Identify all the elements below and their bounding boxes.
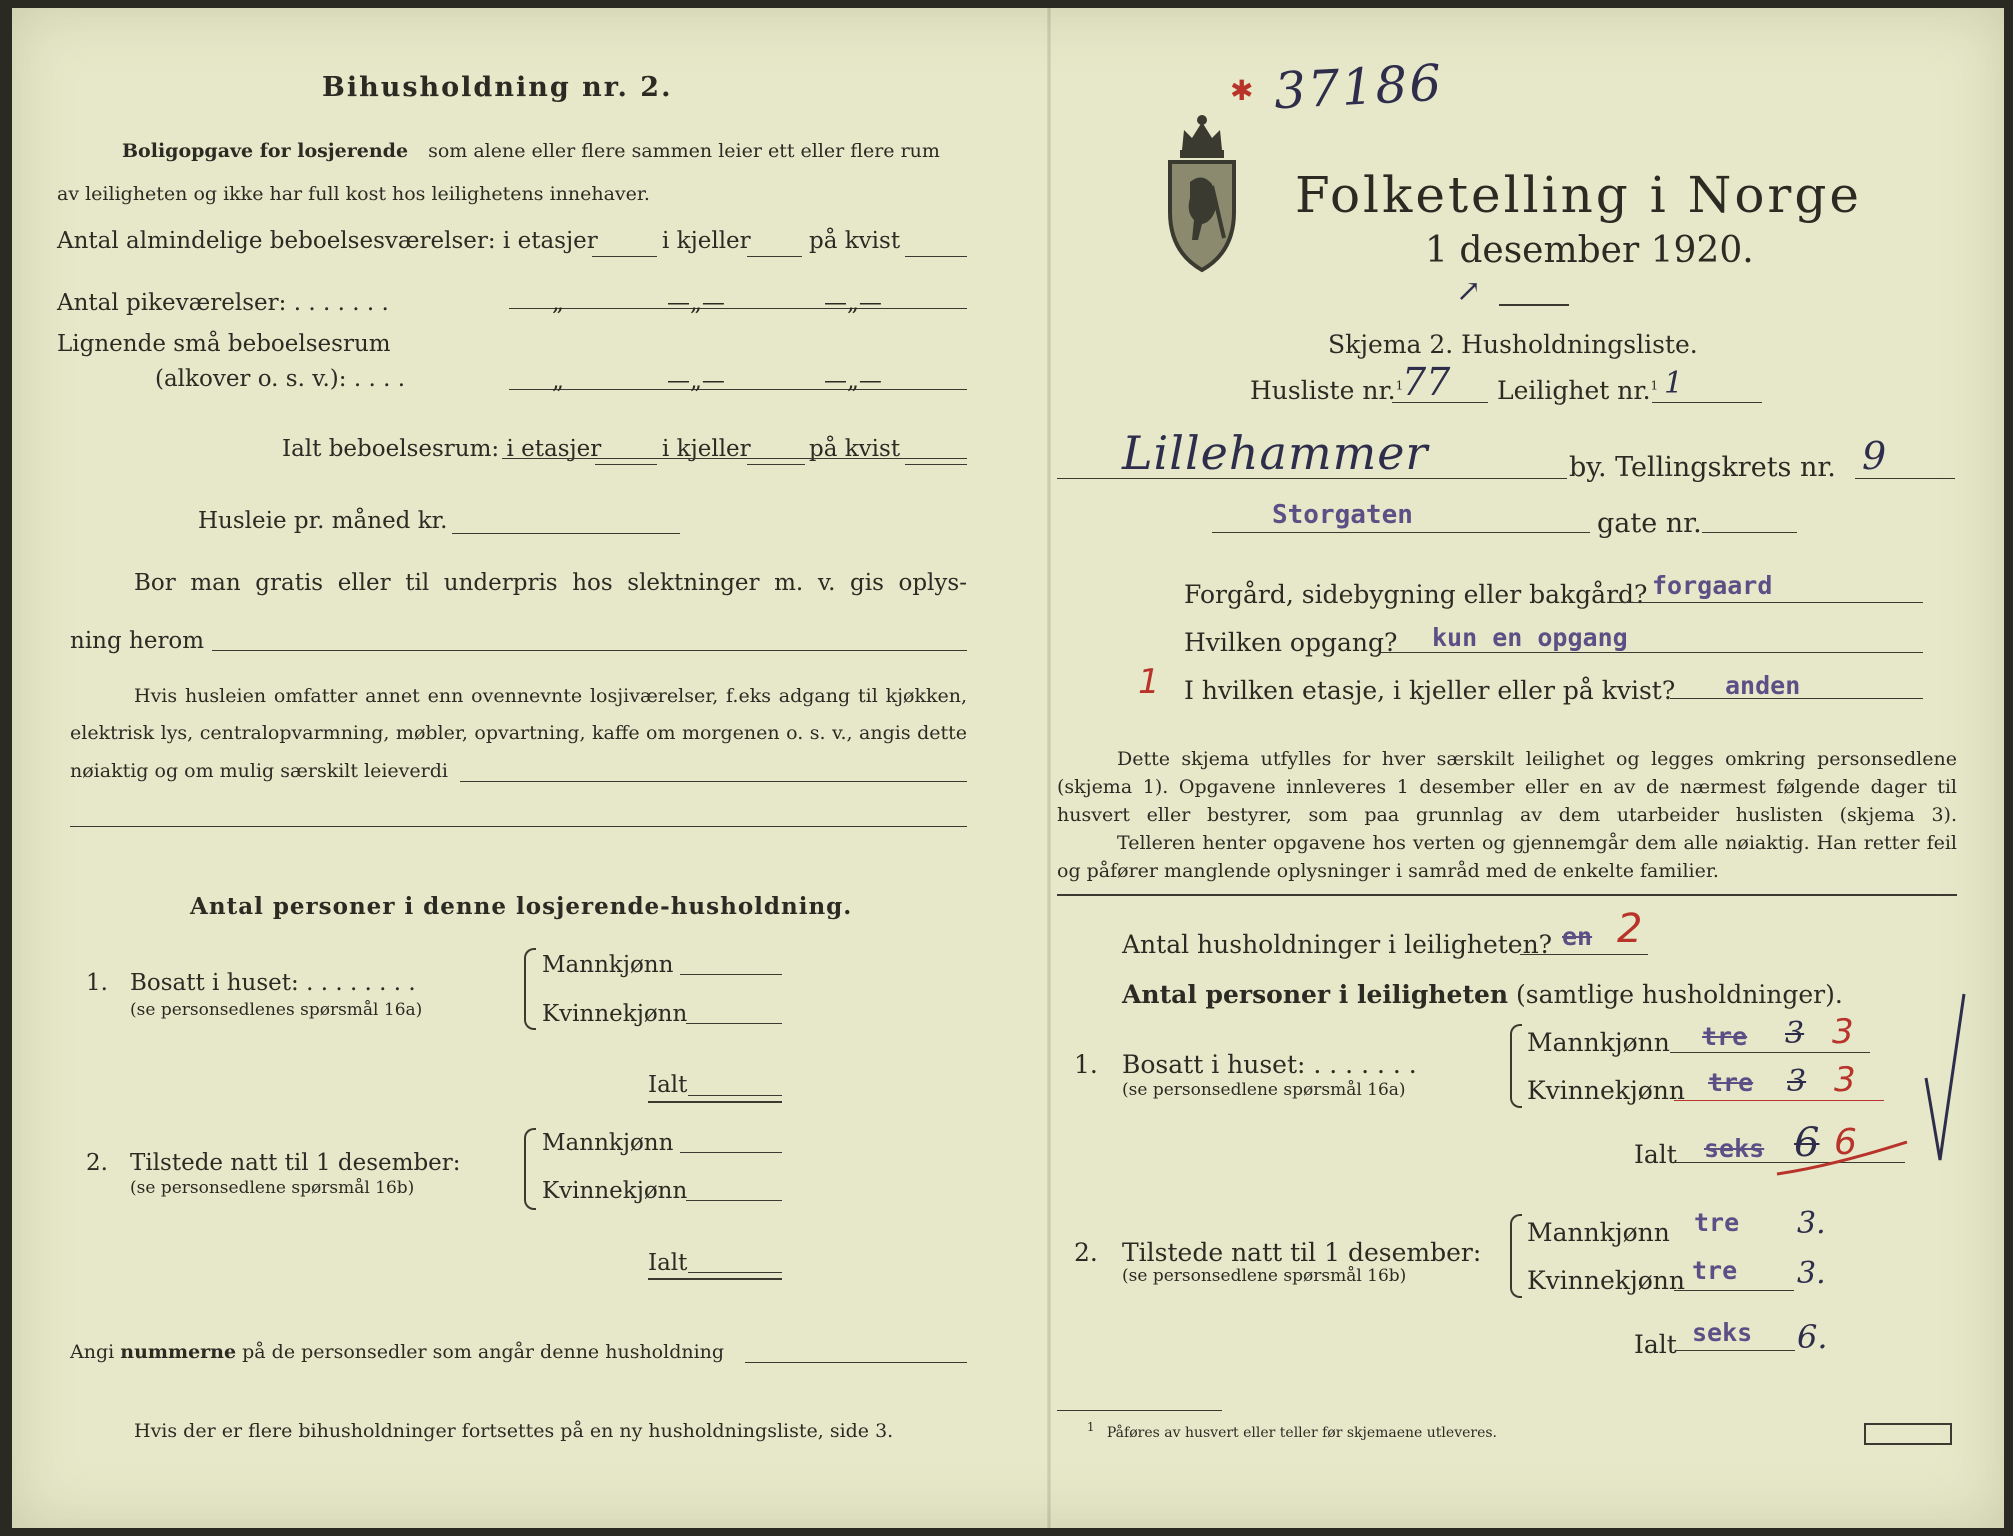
right-q1-kvinne-label: Kvinnekjønn: [1527, 1076, 1685, 1105]
left-q2-sub: (se personsedlene spørsmål 16b): [130, 1178, 415, 1198]
krets-value: 9: [1862, 434, 1887, 478]
ditto-mark-2: „: [552, 368, 564, 394]
city-value: Lillehammer: [1122, 426, 1429, 480]
right-q2-ialt-hand: 6.: [1797, 1318, 1828, 1356]
coat-of-arms-icon: [1162, 112, 1242, 274]
alcove-label-a: Lignende små beboelsesrum: [57, 331, 391, 357]
rooms-kjeller-field[interactable]: [747, 256, 802, 257]
footnote-rule: [1057, 1410, 1222, 1411]
rooms-kvist-label: på kvist: [809, 228, 901, 254]
left-q1-kvinne-field[interactable]: [686, 1023, 782, 1024]
rent-value-field-2[interactable]: [70, 826, 967, 827]
left-q1-sub: (se personsedlenes spørsmål 16a): [130, 1000, 423, 1020]
right-q2-kvinne-field[interactable]: [1674, 1290, 1794, 1291]
right-q1-ialt-typed: seks: [1704, 1134, 1765, 1163]
archive-number: 37186: [1272, 53, 1445, 121]
etasje-field[interactable]: [1670, 698, 1923, 699]
angi-line: [70, 1341, 724, 1363]
rent-note-line-2: elektrisk lys, centralopvarmning, møbler, opvartning, kaffe om morgenen o. s. v., angis dette: [70, 722, 967, 744]
households-typed-value: en: [1562, 922, 1593, 951]
right-persons-heading-bold: Antal personer i leiligheten: [1122, 980, 1509, 1009]
right-q1-ialt-red: 6: [1834, 1122, 1857, 1163]
husliste-field[interactable]: [1392, 402, 1488, 403]
instruction-paragraph-2: Telleren henter opgavene hos verten og gjennemgår dem alle nøiaktig. Han retter feil og påfører manglende oplysninger i samråd med de enkelte familier.: [1057, 832, 1957, 882]
total-rooms-kjeller-label: i kjeller: [662, 436, 751, 462]
right-q1-kvinne-hand: 3: [1787, 1064, 1807, 1099]
gate-value: Storgaten: [1272, 500, 1413, 530]
opgang-field[interactable]: [1380, 652, 1923, 653]
households-label: Antal husholdninger i leiligheten?: [1122, 930, 1553, 959]
footnote-text: Påføres av husvert eller teller før skjemaene utleveres.: [1106, 1424, 1498, 1441]
left-q2-label: Tilstede natt til 1 desember:: [130, 1150, 461, 1176]
left-q1-kvinne-label: Kvinnekjønn: [542, 1001, 688, 1027]
total-rooms-kvist-field[interactable]: [905, 464, 967, 465]
left-q2-bracket: [524, 1128, 536, 1210]
right-q2-mann-label: Mannkjønn: [1527, 1218, 1670, 1247]
husliste-label: Husliste nr.$^1$: [1250, 376, 1404, 405]
left-persons-heading: Antal personer i denne losjerende-husholdning.: [190, 893, 853, 920]
right-q2-number: 2.: [1074, 1238, 1098, 1267]
city-field[interactable]: [1057, 478, 1567, 479]
right-q1-mann-field[interactable]: [1670, 1052, 1870, 1053]
rooms-etasjer-field[interactable]: [592, 256, 657, 257]
right-q2-mann-hand: 3.: [1797, 1206, 1826, 1241]
left-q1-ialt-label: Ialt: [648, 1072, 688, 1098]
gate-field[interactable]: [1212, 532, 1590, 533]
intro-line-1: [122, 140, 940, 162]
right-q2-sub: (se personsedlene spørsmål 16b): [1122, 1266, 1407, 1286]
check-mark-icon: [1912, 988, 1972, 1168]
rent-note-line-3: nøiaktig og om mulig særskilt leieverdi: [70, 760, 448, 782]
left-q2-ialt-label: Ialt: [648, 1250, 688, 1276]
instruction-paragraph-1: Dette skjema utfylles for hver særskilt leilighet og legges omkring personsedlene (skjema 1). Opgavene innleveres 1 desember eller en av de nærmest følgende dager til husvert eller bestyrer, som paa grunnlag av dem utarbeider huslisten (skjema 3).: [1057, 748, 1957, 826]
red-pencil-stroke: [1772, 1136, 1912, 1186]
total-rooms-kjeller-field[interactable]: [747, 464, 805, 465]
free-housing-question: Bor man gratis eller til underpris hos slektninger m. v. gis oplys-: [134, 570, 967, 596]
right-q1-ialt-hand: 6: [1794, 1120, 1820, 1166]
right-q1-bracket: [1510, 1024, 1522, 1108]
opgang-value: kun en opgang: [1432, 623, 1628, 652]
left-q2-ialt-underline: [648, 1278, 782, 1280]
right-q1-number: 1.: [1074, 1050, 1098, 1079]
ditto-mark-2-kjeller: —„—: [667, 368, 725, 394]
right-q1-sub: (se personsedlene spørsmål 16a): [1122, 1080, 1406, 1100]
left-footer: Hvis der er flere bihusholdninger fortsettes på en ny husholdningsliste, side 3.: [134, 1420, 894, 1442]
rooms-label: Antal almindelige beboelsesværelser: i etasjer: [57, 228, 598, 254]
leilighet-field[interactable]: [1652, 402, 1762, 403]
right-persons-heading: [1122, 980, 1843, 1009]
left-q2-number: 2.: [86, 1150, 108, 1176]
households-red-value: 2: [1617, 906, 1643, 952]
angi-field[interactable]: [745, 1362, 967, 1363]
angi-a: Angi: [70, 1341, 115, 1363]
angi-b: på de personsedler som angår denne husholdning: [242, 1341, 725, 1363]
etasje-red-mark: 1: [1138, 662, 1160, 702]
by-krets-label: by. Tellingskrets nr.: [1569, 452, 1836, 483]
etasje-label: I hvilken etasje, i kjeller eller på kvist?: [1184, 676, 1676, 705]
date-check-mark: ↗: [1456, 274, 1482, 309]
form-schema: Skjema 2. Husholdningsliste.: [1328, 330, 1698, 359]
free-housing-label: ning herom: [70, 628, 205, 654]
intro-bold: Boligopgave for losjerende: [122, 140, 409, 162]
husliste-value: 77: [1402, 360, 1451, 404]
instructions-divider: [1057, 894, 1957, 896]
right-q2-ialt-label: Ialt: [1634, 1330, 1677, 1359]
right-q2-mann-typed: tre: [1694, 1208, 1740, 1237]
left-q1-ialt-field[interactable]: [688, 1095, 782, 1096]
ditto-mark: „: [552, 290, 564, 316]
right-q1-kvinne-field[interactable]: [1674, 1100, 1884, 1101]
alcove-field[interactable]: [509, 389, 967, 390]
opgang-label: Hvilken opgang?: [1184, 628, 1398, 657]
right-q2-ialt-typed: seks: [1692, 1318, 1753, 1347]
maids-rooms-field[interactable]: [509, 308, 967, 309]
red-mark: ✱: [1230, 74, 1254, 107]
total-rooms-label: Ialt beboelsesrum: i etasjer: [282, 436, 602, 462]
right-q1-mann-label: Mannkjønn: [1527, 1028, 1670, 1057]
intro-rest: som alene eller flere sammen leier ett eller flere rum: [428, 140, 940, 162]
rent-label: Husleie pr. måned kr.: [198, 508, 448, 534]
rent-field[interactable]: [452, 533, 680, 534]
right-q1-mann-hand: 3: [1785, 1016, 1805, 1051]
footnote-mark: 1: [1087, 1420, 1095, 1434]
footnote: [1087, 1420, 1497, 1441]
right-q1-mann-typed: tre: [1702, 1022, 1748, 1051]
leilighet-label: Leilighet nr.$^1$: [1497, 376, 1659, 405]
left-q2-kvinne-label: Kvinnekjønn: [542, 1178, 688, 1204]
total-rooms-underline: [502, 458, 967, 459]
total-rooms-etasjer-field[interactable]: [595, 464, 657, 465]
ditto-mark-kjeller: —„—: [667, 290, 725, 316]
right-q1-label: Bosatt i huset: . . . . . . .: [1122, 1050, 1417, 1079]
gate-nr-field[interactable]: [1702, 532, 1797, 533]
angi-bold: nummerne: [120, 1341, 237, 1363]
right-q1-kvinne-typed: tre: [1708, 1068, 1754, 1097]
total-rooms-kvist-label: på kvist: [809, 436, 901, 462]
etasje-value: anden: [1725, 671, 1801, 700]
forgard-label: Forgård, sidebygning eller bakgård?: [1184, 580, 1648, 609]
rent-value-field[interactable]: [460, 781, 967, 782]
left-q1-label: Bosatt i huset: . . . . . . . .: [130, 970, 416, 996]
page-fold: [1047, 8, 1051, 1528]
right-q1-kvinne-red: 3: [1834, 1060, 1856, 1100]
left-q2-mann-field[interactable]: [680, 1152, 782, 1153]
right-q2-label: Tilstede natt til 1 desember:: [1122, 1238, 1482, 1267]
rooms-kjeller-label: i kjeller: [662, 228, 751, 254]
right-q1-ialt-label: Ialt: [1634, 1140, 1677, 1169]
forgard-value: forgaard: [1652, 571, 1773, 600]
form-title: Folketelling i Norge: [1295, 166, 1862, 224]
left-q2-mann-label: Mannkjønn: [542, 1130, 674, 1156]
left-q1-mann-field[interactable]: [680, 974, 782, 975]
left-q1-number: 1.: [86, 970, 108, 996]
census-form-sheet: [12, 8, 2004, 1528]
right-q2-kvinne-typed: tre: [1692, 1256, 1738, 1285]
ditto-mark-kvist: —„—: [824, 290, 882, 316]
households-field[interactable]: [1520, 954, 1648, 955]
right-q2-kvinne-hand: 3.: [1797, 1256, 1826, 1291]
date-dash: [1499, 304, 1569, 306]
right-q1-mann-red: 3: [1832, 1012, 1854, 1052]
alcove-label-b: (alkover o. s. v.): . . . .: [155, 366, 406, 392]
printer-stamp: [1864, 1423, 1952, 1445]
left-q1-mann-label: Mannkjønn: [542, 952, 674, 978]
ditto-mark-2-kvist: —„—: [824, 368, 882, 394]
maids-rooms-label: Antal pikeværelser: . . . . . . .: [57, 290, 389, 316]
free-housing-field[interactable]: [212, 650, 967, 651]
left-page-title: Bihusholdning nr. 2.: [322, 72, 673, 103]
left-q2-kvinne-field[interactable]: [686, 1200, 782, 1201]
rent-note-line-1: Hvis husleien omfatter annet enn ovennevnte losjiværelser, f.eks adgang til kjøkken,: [134, 685, 967, 707]
left-q1-bracket: [524, 948, 536, 1030]
left-q2-ialt-field[interactable]: [688, 1272, 782, 1273]
gate-nr-label: gate nr.: [1597, 508, 1702, 539]
krets-field[interactable]: [1855, 478, 1955, 479]
leilighet-value: 1: [1664, 366, 1684, 401]
rooms-kvist-field[interactable]: [905, 256, 967, 257]
forgard-field[interactable]: [1613, 602, 1923, 603]
right-persons-heading-rest: (samtlige husholdninger).: [1516, 980, 1843, 1009]
form-date: 1 desember 1920.: [1425, 230, 1754, 271]
intro-line-2: av leiligheten og ikke har full kost hos leilighetens innehaver.: [57, 183, 650, 205]
right-q2-ialt-field[interactable]: [1675, 1350, 1795, 1351]
right-q2-bracket: [1510, 1214, 1522, 1298]
right-q2-kvinne-label: Kvinnekjønn: [1527, 1266, 1685, 1295]
left-q1-ialt-underline: [648, 1101, 782, 1103]
